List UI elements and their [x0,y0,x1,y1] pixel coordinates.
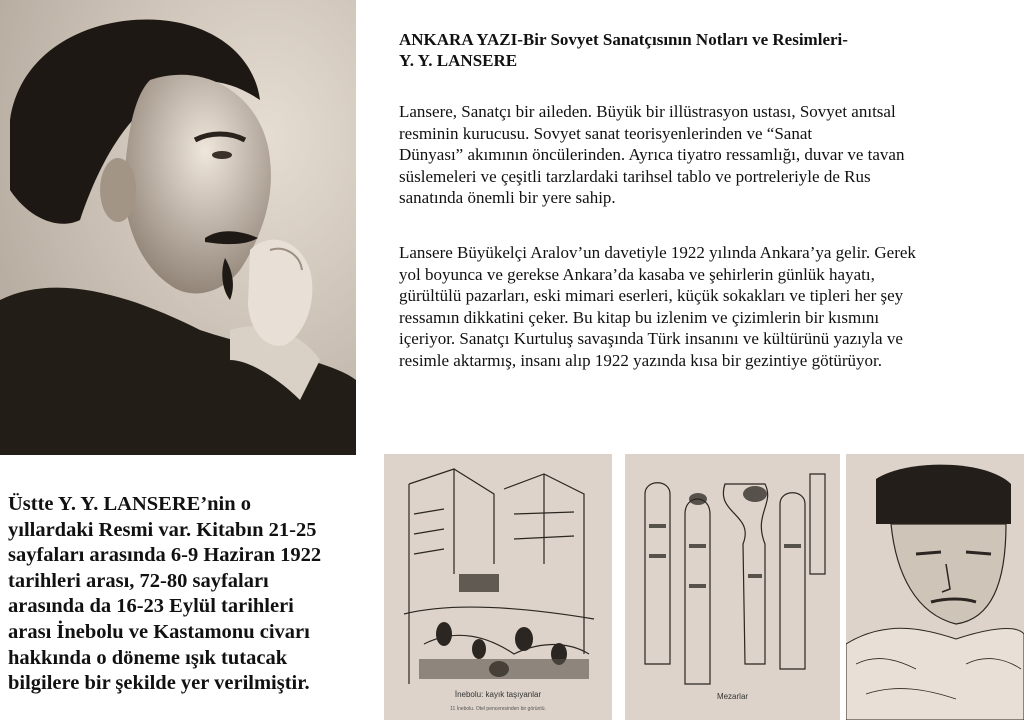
caption-line: yıllardaki Resmi var. Kitabın 21-25 [8,518,317,541]
sketch-portrait-drawing [846,454,1024,720]
sketch-mezarlar-caption: Mezarlar [716,692,749,701]
sketch-inebolu-drawing [384,454,612,720]
sketch-portrait-scan [846,454,1024,720]
paragraph-line: sanatında önemli bir yere sahip. [399,188,616,208]
paragraph-line: gürültülü pazarları, eski mimari eserleri, küçük sokakları ve tipleri her şey [399,286,904,306]
paragraph-line: süslemeleri ve çeşitli tarzlardaki tarihsel tablo ve portreleriyle de Rus [399,166,871,186]
paragraph-line: içeriyor. Sanatçı Kurtuluş savaşında Türk insanını ve kültürünü yazıyla ve [399,329,903,349]
caption-line: tarihleri arası, 72-80 sayfaları [8,569,269,592]
paragraph-line: ressamın dikkatini çeker. Bu kitap bu izlenim ve çizimlerin bir kısmını [399,307,880,327]
paragraph-line: yol boyunca ve gerekse Ankara’da kasaba ve şehirlerin günlük hayatı, [399,264,875,284]
sketch-inebolu-scan [384,454,612,720]
paragraph-line: Dünyası” akımının öncülerinden. Ayrıca tiyatro ressamlığı, duvar ve tavan [399,145,905,165]
paragraph-line: Lansere, Sanatçı bir aileden. Büyük bir illüstrasyon ustası, Sovyet anıtsal [399,102,896,121]
caption-line: Üstte Y. Y. LANSERE’nin o [8,493,252,515]
caption-line: bilgilere bir şekilde yer verilmiştir. [8,672,310,695]
paragraph-line: resminin kurucusu. Sovyet sanat teorisyenlerinden ve “Sanat [399,123,813,143]
caption-line: sayfaları arasında 6-9 Haziran 1922 [8,544,322,567]
sketch-mezarlar-drawing [625,454,840,720]
paragraph-line: Lansere Büyükelçi Aralov’un davetiyle 1922 yılında Ankara’ya gelir. Gerek [399,243,916,262]
portrait-illustration [0,0,356,455]
sketch-inebolu-subcaption: 11 İnebolu. Otel penceresinden bir görüntü. [450,706,546,712]
portrait-photo-lansere [0,0,356,455]
title-line-2: Y. Y. LANSERE [399,51,518,70]
paragraph-ankara-visit [399,242,1024,372]
paragraph-line: resimle aktarmış, insanı alıp 1922 yazında kısa bir gezintiye götürüyor. [399,350,882,370]
caption-book-pages [8,492,380,697]
sketch-inebolu-caption: İnebolu: kayık taşıyanlar [454,690,542,699]
paragraph-biography [399,101,1024,209]
caption-line: hakkında o döneme ışık tutacak [8,646,288,669]
caption-line: arası İnebolu ve Kastamonu civarı [8,620,310,643]
title-line-1: ANKARA YAZI-Bir Sovyet Sanatçısının Notları ve Resimleri- [399,30,848,49]
sketch-mezarlar-scan [625,454,840,720]
article-title [399,29,1019,71]
caption-line: arasında da 16-23 Eylül tarihleri [8,595,294,618]
